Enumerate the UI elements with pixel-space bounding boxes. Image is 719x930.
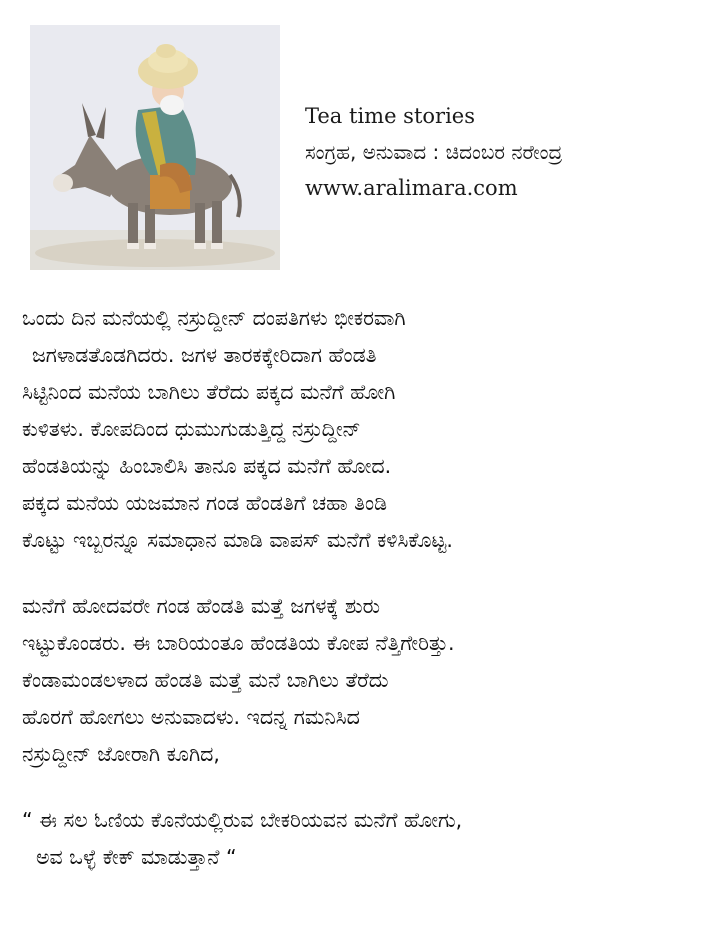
quote-paragraph — [22, 802, 707, 876]
series-title: Tea time stories — [305, 104, 475, 128]
story-line: ಮನೆಗೆ ಹೋದವರೇ ಗಂಡ ಹೆಂಡತಿ ಮತ್ತೆ ಜಗಳಕ್ಕೆ ಶುರು — [22, 594, 380, 618]
website-link[interactable]: www.aralimara.com — [305, 176, 518, 200]
story-line: ನಸ್ರುದ್ದೀನ್ ಜೋರಾಗಿ ಕೂಗಿದ, — [22, 742, 220, 766]
nasruddin-on-donkey-illustration — [30, 25, 280, 270]
quote-line: “ ಈ ಸಲ ಓಣಿಯ ಕೊನೆಯಲ್ಲಿರುವ ಬೇಕರಿಯವನ ಮನೆಗೆ ಹೋಗು, — [22, 808, 463, 832]
story-header — [305, 98, 710, 206]
story-body — [22, 300, 707, 905]
story-line: ಕೊಟ್ಟು ಇಬ್ಬರನ್ನೂ ಸಮಾಧಾನ ಮಾಡಿ ವಾಪಸ್ ಮನೆಗೆ ಕಳಿಸಿಕೊಟ್ಟ. — [22, 528, 453, 552]
credit-line: ಸಂಗ್ರಹ, ಅನುವಾದ : ಚಿದಂಬರ ನರೇಂದ್ರ — [305, 140, 563, 164]
paragraph-1 — [22, 300, 707, 559]
story-line: ಇಟ್ಟುಕೊಂಡರು. ಈ ಬಾರಿಯಂತೂ ಹೆಂಡತಿಯ ಕೋಪ ನೆತ್ತಿಗೇರಿತ್ತು. — [22, 631, 455, 655]
paragraph-2 — [22, 588, 707, 773]
story-line: ಹೊರಗೆ ಹೋಗಲು ಅನುವಾದಳು. ಇದನ್ನ ಗಮನಿಸಿದ — [22, 705, 360, 729]
story-line: ಜಗಳಾಡತೊಡಗಿದರು. ಜಗಳ ತಾರಕಕ್ಕೇರಿದಾಗ ಹೆಂಡತಿ — [32, 343, 377, 367]
story-line: ಒಂದು ದಿನ ಮನೆಯಲ್ಲಿ ನಸ್ರುದ್ದೀನ್ ದಂಪತಿಗಳು ಭೀಕರವಾಗಿ — [22, 306, 406, 330]
story-line: ಪಕ್ಕದ ಮನೆಯ ಯಜಮಾನ ಗಂಡ ಹೆಂಡತಿಗೆ ಚಹಾ ತಿಂಡಿ — [22, 491, 388, 515]
story-line: ಕೆಂಡಾಮಂಡಲಳಾದ ಹೆಂಡತಿ ಮತ್ತೆ ಮನೆ ಬಾಗಿಲು ತೆರೆದು — [22, 668, 389, 692]
story-line: ಹೆಂಡತಿಯನ್ನು ಹಿಂಬಾಲಿಸಿ ತಾನೂ ಪಕ್ಕದ ಮನೆಗೆ ಹೋದ. — [22, 454, 392, 478]
story-line: ಸಿಟ್ಟಿನಿಂದ ಮನೆಯ ಬಾಗಿಲು ತೆರೆದು ಪಕ್ಕದ ಮನೆಗೆ ಹೋಗಿ — [22, 380, 396, 404]
quote-line: ಅವ ಒಳ್ಳೆ ಕೇಕ್ ಮಾಡುತ್ತಾನೆ “ — [36, 845, 237, 869]
story-line: ಕುಳಿತಳು. ಕೋಪದಿಂದ ಧುಮುಗುಡುತ್ತಿದ್ದ ನಸ್ರುದ್ದೀನ್ — [22, 417, 361, 441]
